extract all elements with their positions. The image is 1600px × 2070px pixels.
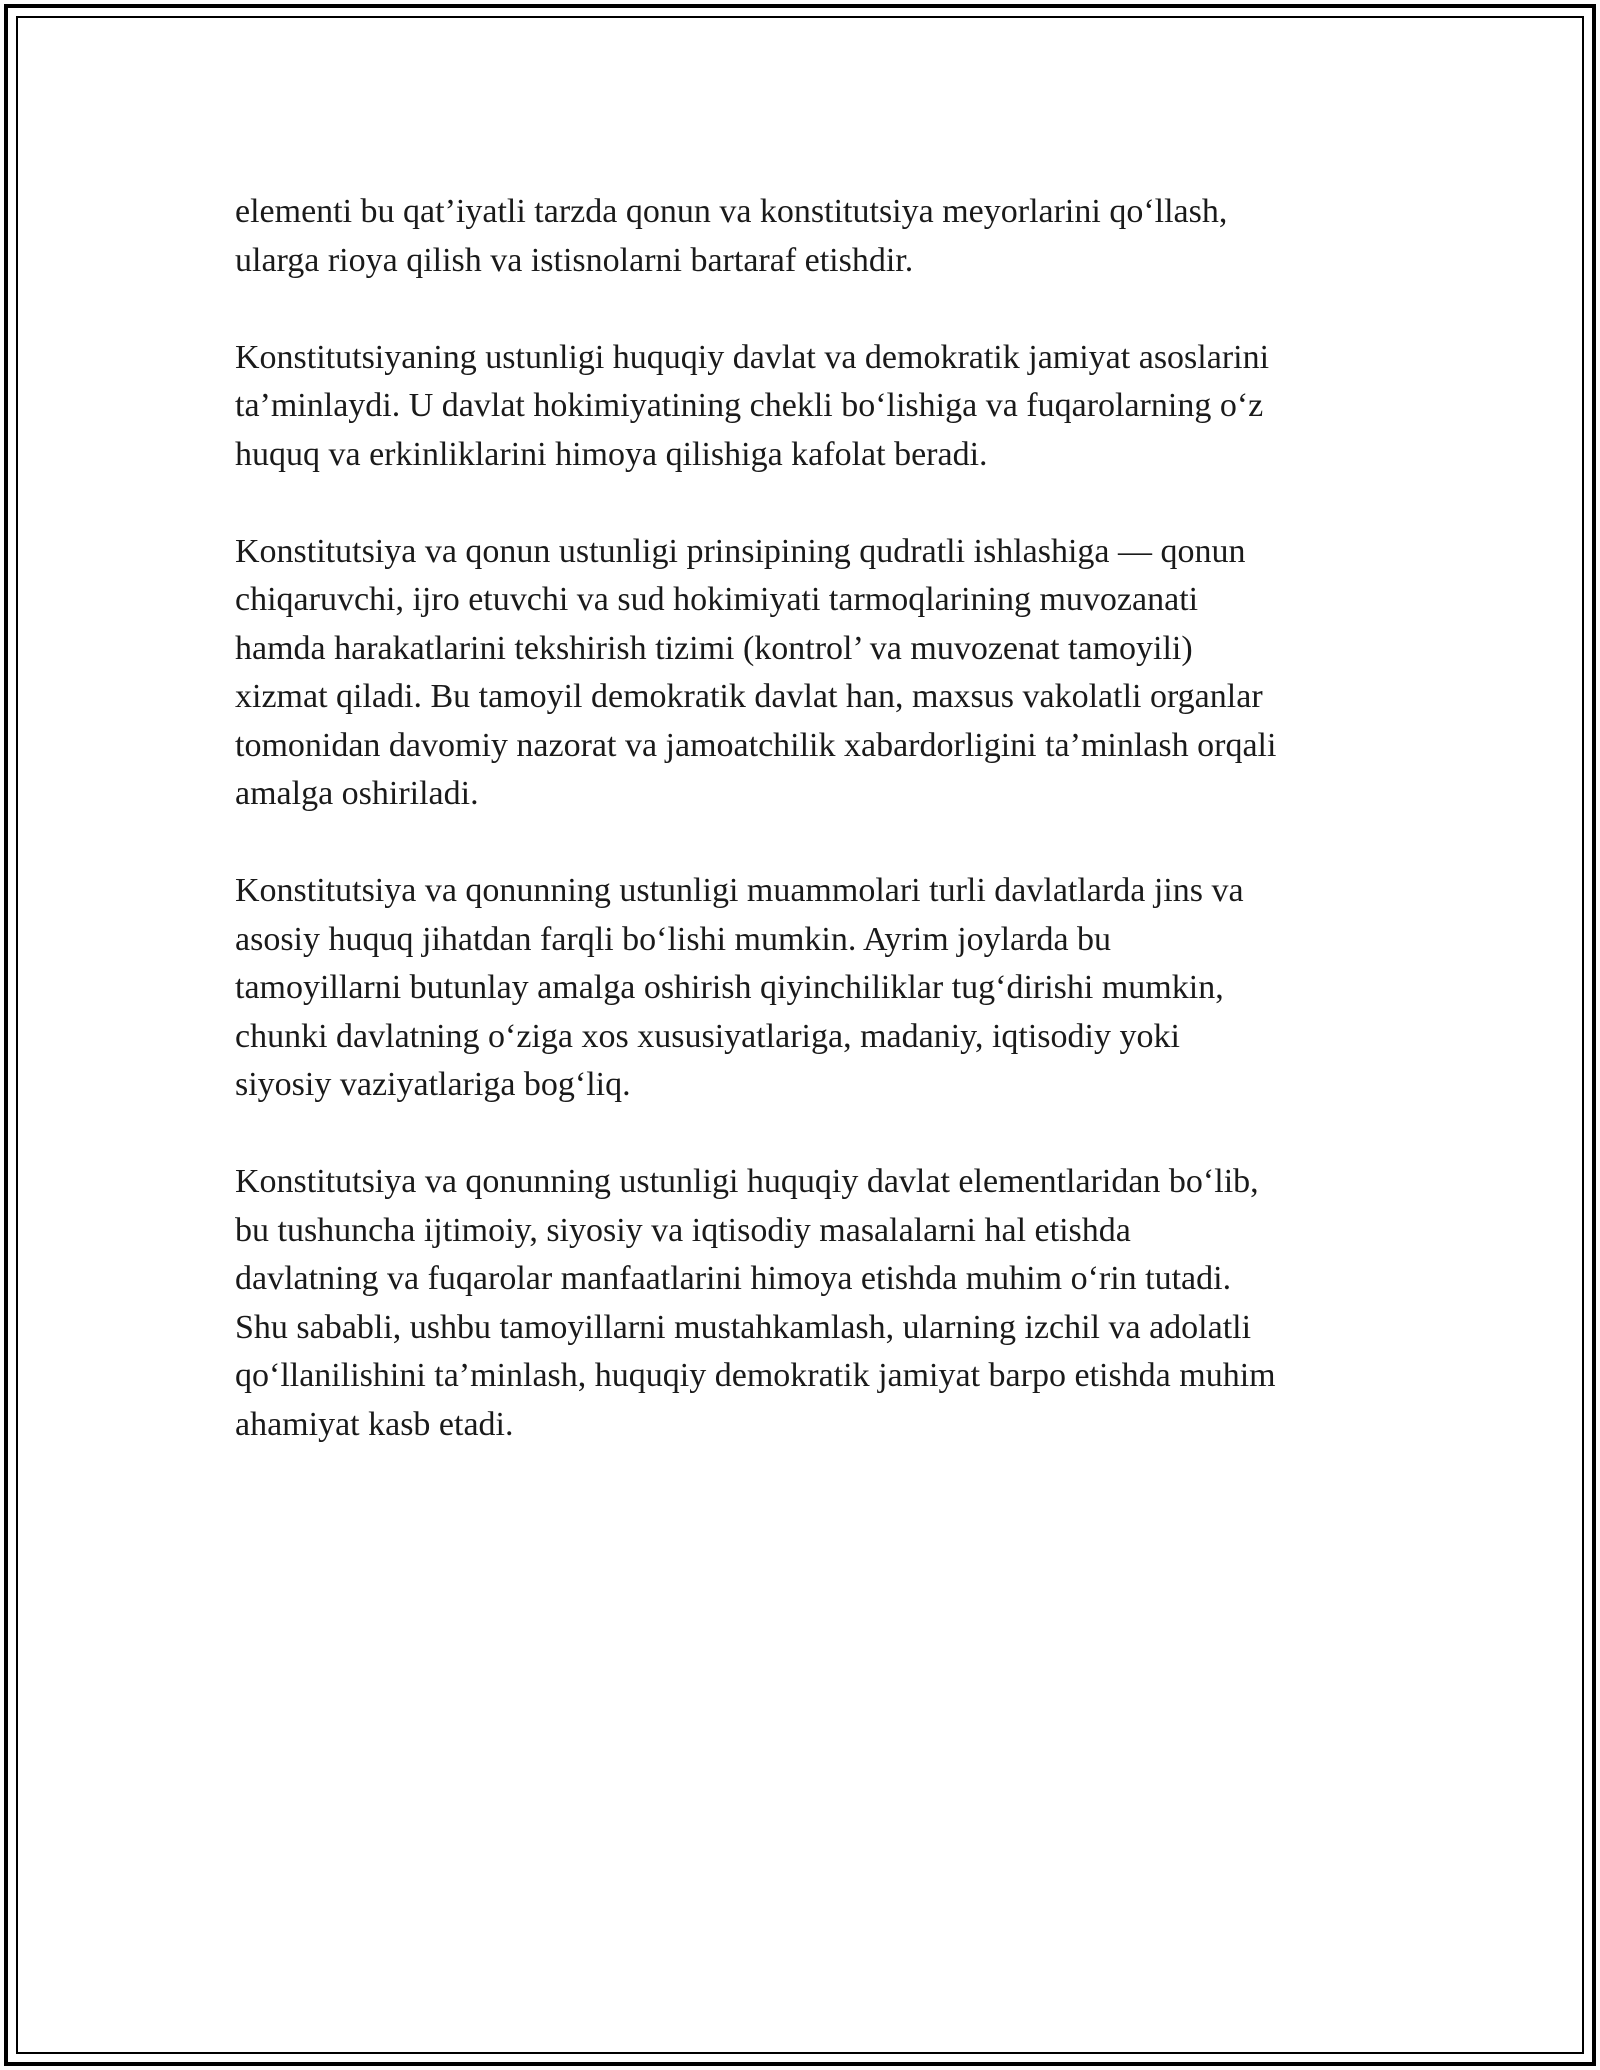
text-line: huquq va erkinliklarini himoya qilishiga kafolat beradi. (235, 435, 988, 473)
text-line: ta’minlaydi. U davlat hokimiyatining chekli bo‘lishiga va fuqarolarning o‘z (235, 387, 1264, 424)
text-line: hamda harakatlarini tekshirish tizimi (kontrol’ va muvozenat tamoyili) (235, 629, 1193, 667)
text-line: bu tushuncha ijtimoiy, siyosiy va iqtisodiy masalalarni hal etishda (235, 1211, 1131, 1249)
text-line: Konstitutsiya va qonun ustunligi prinsipining qudratli ishlashiga — qonun (235, 532, 1246, 570)
text-line: qo‘llanilishini ta’minlash, huquqiy demokratik jamiyat barpo etishda muhim (235, 1357, 1276, 1394)
text-line: tamoyillarni butunlay amalga oshirish qiyinchiliklar tug‘dirishi mumkin, (235, 969, 1224, 1006)
text-line: ularga rioya qilish va istisnolarni bartaraf etishdir. (235, 241, 914, 279)
paragraph-4 (235, 867, 1375, 1110)
text-line: amalga oshiriladi. (235, 775, 479, 812)
text-line: Konstitutsiya va qonunning ustunligi muammolari turli davlatlarda jins va (235, 872, 1244, 909)
text-line: tomonidan davomiy nazorat va jamoatchilik xabardorligini ta’minlash orqali (235, 726, 1277, 764)
paragraph-2 (235, 334, 1375, 480)
text-line: davlatning va fuqarolar manfaatlarini himoya etishda muhim o‘rin tutadi. (235, 1260, 1232, 1297)
paragraph-1 (235, 188, 1375, 285)
text-line: asosiy huquq jihatdan farqli bo‘lishi mumkin. Ayrim joylarda bu (235, 920, 1112, 958)
document-body (235, 188, 1375, 1498)
text-line: Shu sababli, ushbu tamoyillarni mustahkamlash, ularning izchil va adolatli (235, 1308, 1252, 1346)
paragraph-3 (235, 528, 1375, 819)
text-line: chiqaruvchi, ijro etuvchi va sud hokimiyati tarmoqlarining muvozanati (235, 581, 1199, 618)
text-line: ahamiyat kasb etadi. (235, 1405, 514, 1443)
text-line: Konstitutsiya va qonunning ustunligi huquqiy davlat elementlaridan bo‘lib, (235, 1163, 1259, 1200)
text-line: elementi bu qat’iyatli tarzda qonun va konstitutsiya meyorlarini qo‘llash, (235, 193, 1228, 230)
text-line: Konstitutsiyaning ustunligi huquqiy davlat va demokratik jamiyat asoslarini (235, 338, 1270, 376)
text-line: chunki davlatning o‘ziga xos xususiyatlariga, madaniy, iqtisodiy yoki (235, 1017, 1180, 1055)
text-line: siyosiy vaziyatlariga bog‘liq. (235, 1066, 631, 1103)
text-line: xizmat qiladi. Bu tamoyil demokratik davlat han, maxsus vakolatli organlar (235, 678, 1263, 715)
paragraph-5 (235, 1158, 1375, 1449)
